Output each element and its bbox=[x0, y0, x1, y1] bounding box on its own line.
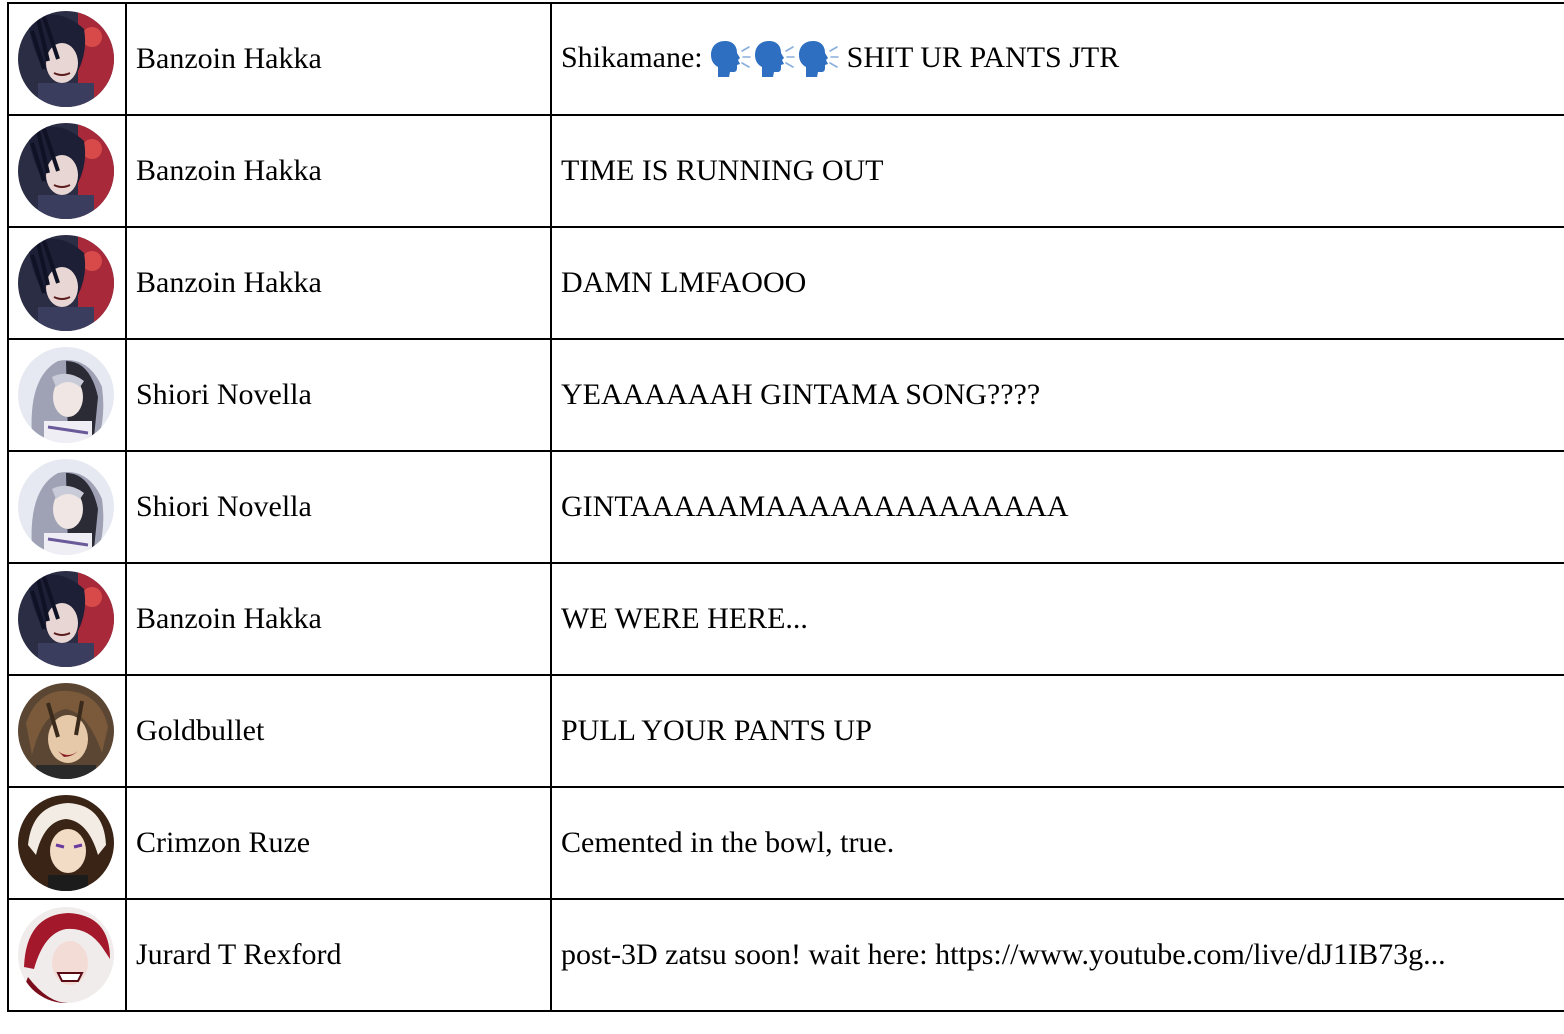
message-prefix: Shikamane: bbox=[561, 41, 703, 74]
chat-row bbox=[8, 115, 1564, 227]
message-text: GINTAAAAAMAAAAAAAAAAAAAA bbox=[561, 490, 1069, 523]
message-cell bbox=[551, 563, 1564, 675]
banzoin-hakka-avatar bbox=[18, 571, 114, 667]
avatar-cell bbox=[8, 3, 126, 115]
speaking-head-icon bbox=[753, 45, 797, 78]
author-name: Jurard T Rexford bbox=[126, 899, 551, 1011]
message-cell bbox=[551, 227, 1564, 339]
author-name: Goldbullet bbox=[126, 675, 551, 787]
avatar-cell bbox=[8, 451, 126, 563]
speaking-head-icon bbox=[709, 45, 753, 78]
message-text: PULL YOUR PANTS UP bbox=[561, 714, 872, 747]
author-name: Banzoin Hakka bbox=[126, 563, 551, 675]
chat-row bbox=[8, 339, 1564, 451]
chat-row bbox=[8, 451, 1564, 563]
message-text: WE WERE HERE... bbox=[561, 602, 808, 635]
jurard-t-rexford-avatar bbox=[18, 907, 114, 1003]
avatar-cell bbox=[8, 899, 126, 1011]
chat-log-table bbox=[7, 2, 1564, 1012]
author-name: Banzoin Hakka bbox=[126, 115, 551, 227]
message-text: YEAAAAAAH GINTAMA SONG???? bbox=[561, 378, 1041, 411]
message-text: Cemented in the bowl, true. bbox=[561, 826, 895, 859]
crimzon-ruze-avatar bbox=[18, 795, 114, 891]
avatar-cell bbox=[8, 227, 126, 339]
banzoin-hakka-avatar bbox=[18, 11, 114, 107]
chat-row bbox=[8, 563, 1564, 675]
goldbullet-avatar bbox=[18, 683, 114, 779]
message-cell bbox=[551, 115, 1564, 227]
message-cell bbox=[551, 899, 1564, 1011]
author-name: Shiori Novella bbox=[126, 451, 551, 563]
message-cell bbox=[551, 787, 1564, 899]
chat-row bbox=[8, 227, 1564, 339]
avatar-cell bbox=[8, 339, 126, 451]
avatar-cell bbox=[8, 787, 126, 899]
message-cell bbox=[551, 3, 1564, 115]
avatar-cell bbox=[8, 675, 126, 787]
chat-row bbox=[8, 899, 1564, 1011]
chat-row bbox=[8, 787, 1564, 899]
message-cell bbox=[551, 675, 1564, 787]
shiori-novella-avatar bbox=[18, 459, 114, 555]
speaking-head-icon bbox=[797, 45, 841, 78]
avatar-cell bbox=[8, 563, 126, 675]
emoji-group bbox=[709, 39, 841, 79]
message-text: TIME IS RUNNING OUT bbox=[561, 154, 884, 187]
shiori-novella-avatar bbox=[18, 347, 114, 443]
chat-row bbox=[8, 3, 1564, 115]
message-text: post-3D zatsu soon! wait here: https://www.youtube.com/live/dJ1IB73g... bbox=[561, 938, 1446, 971]
message-text: SHIT UR PANTS JTR bbox=[846, 41, 1120, 74]
chat-row bbox=[8, 675, 1564, 787]
author-name: Shiori Novella bbox=[126, 339, 551, 451]
message-cell bbox=[551, 339, 1564, 451]
author-name: Banzoin Hakka bbox=[126, 3, 551, 115]
message-cell bbox=[551, 451, 1564, 563]
author-name: Crimzon Ruze bbox=[126, 787, 551, 899]
banzoin-hakka-avatar bbox=[18, 123, 114, 219]
avatar-cell bbox=[8, 115, 126, 227]
message-text: DAMN LMFAOOO bbox=[561, 266, 807, 299]
banzoin-hakka-avatar bbox=[18, 235, 114, 331]
author-name: Banzoin Hakka bbox=[126, 227, 551, 339]
